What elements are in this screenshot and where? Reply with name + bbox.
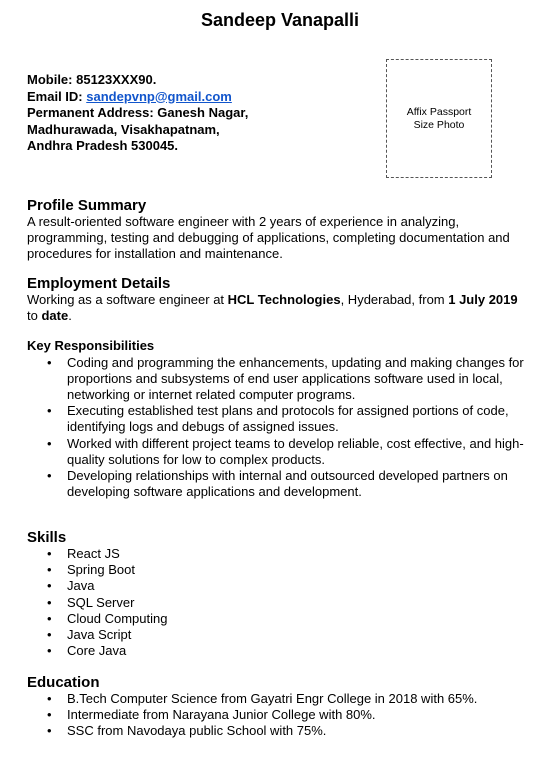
list-item: • SQL Server xyxy=(27,595,527,611)
employment-text xyxy=(27,292,527,324)
employment-company: HCL Technologies xyxy=(227,292,341,307)
employment-to-date: date xyxy=(41,308,69,324)
email-link[interactable]: sandepvnp@gmail.com xyxy=(86,88,232,104)
list-item: • Intermediate from Narayana Junior College with 80%. xyxy=(27,707,527,723)
responsibilities-heading: Key Responsibilities xyxy=(27,338,155,354)
list-item: • Spring Boot xyxy=(27,562,527,578)
list-item: • Worked with different project teams to develop reliable, cost effective, and high-quality solutions for low to complex products. xyxy=(27,436,527,468)
address-line-3: Andhra Pradesh 530045. xyxy=(27,138,179,153)
profile-summary-heading: Profile Summary xyxy=(27,197,147,214)
mobile-line: Mobile: 85123XXX90. xyxy=(27,72,157,87)
education-section xyxy=(27,674,527,740)
list-item: • React JS xyxy=(27,546,527,562)
photo-label-line-2: Size Photo xyxy=(413,118,465,131)
email-line xyxy=(27,89,248,106)
employment-text-end: . xyxy=(68,308,72,324)
email-label: Email ID: xyxy=(27,88,87,104)
address-line-1: Permanent Address: Ganesh Nagar, xyxy=(27,105,249,120)
photo-label-line-1: Affix Passport xyxy=(406,106,472,118)
education-list xyxy=(27,691,527,740)
employment-text-prefix: Working as a software engineer at xyxy=(27,292,228,307)
skills-list xyxy=(27,546,527,659)
list-item: • B.Tech Computer Science from Gayatri Engr College in 2018 with 65%. xyxy=(27,691,527,707)
employment-text-to: to xyxy=(27,308,42,324)
responsibilities-list xyxy=(27,355,527,501)
employment-from-date: 1 July 2019 xyxy=(448,292,518,307)
list-item: • Cloud Computing xyxy=(27,611,527,627)
profile-summary-section xyxy=(27,197,527,263)
contact-block xyxy=(27,72,248,155)
list-item: • Java Script xyxy=(27,627,527,643)
address-line-2: Madhurawada, Visakhapatnam, xyxy=(27,121,220,137)
passport-photo-placeholder xyxy=(386,59,492,178)
list-item: • Coding and programming the enhancements, updating and making changes for proportions and subsystems of end user applications software used in local, networking or internet related computer programs. xyxy=(27,355,527,404)
skills-section xyxy=(27,529,527,659)
list-item: • Java xyxy=(27,578,527,594)
education-heading: Education xyxy=(27,674,100,691)
resume-name: Sandeep Vanapalli xyxy=(200,10,360,30)
profile-summary-text: A result-oriented software engineer with 2 years of experience in analyzing, programming, testing and debugging of applications, completing documentation and procedures for installation and maintenance. xyxy=(27,214,510,262)
list-item: • SSC from Navodaya public School with 75%. xyxy=(27,723,527,739)
skills-heading: Skills xyxy=(27,529,67,546)
employment-heading: Employment Details xyxy=(27,275,171,292)
employment-section xyxy=(27,275,527,500)
list-item: • Developing relationships with internal and outsourced developed partners on developing software applications and development. xyxy=(27,468,527,500)
employment-text-mid: , Hyderabad, from xyxy=(340,292,449,307)
list-item: • Core Java xyxy=(27,643,527,659)
list-item: • Executing established test plans and protocols for assigned portions of code, identifying logs and debugs of assigned issues. xyxy=(27,403,527,435)
